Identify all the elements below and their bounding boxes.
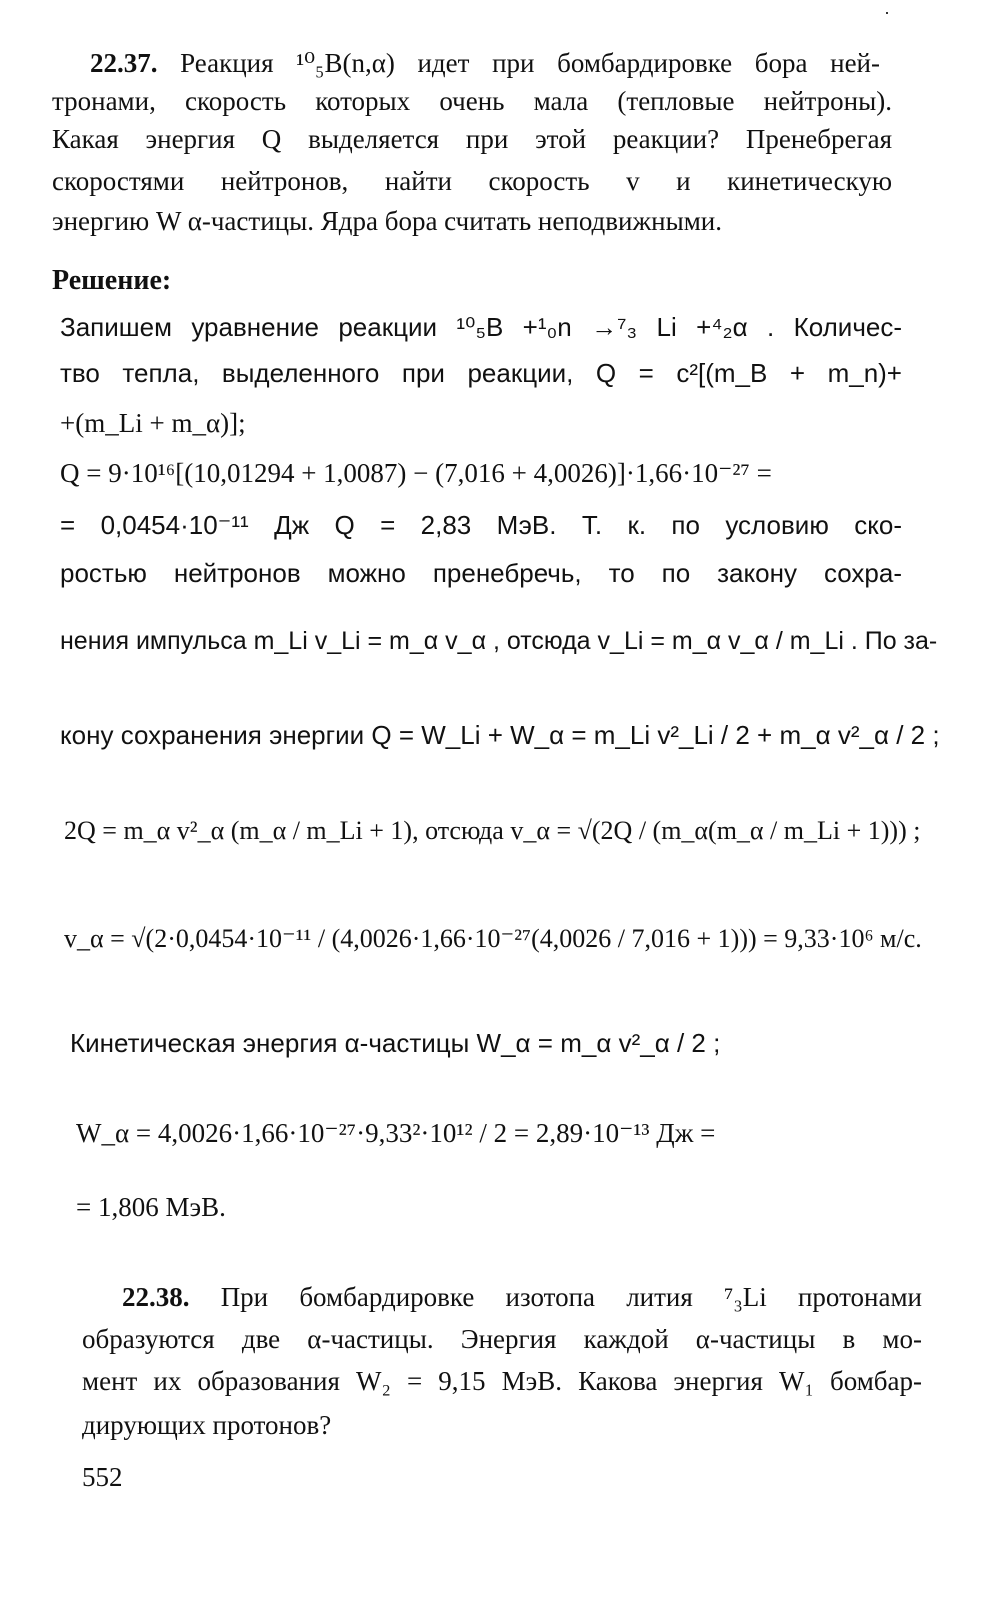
scan-speck (886, 12, 888, 14)
solution-kinetic-line: Кинетическая энергия α-частицы W_α = m_α v²_α / 2 ; (70, 1028, 721, 1058)
problem-22-38-line-1: 22.38. При бомбардировке изотопа лития ⁷₃Li протонами (122, 1282, 922, 1312)
problem-22-37-line-4: скоростями нейтронов, найти скорость v и кинетическую (52, 166, 892, 196)
solution-energy-line: кону сохранения энергии Q = W_Li + W_α = m_Li v²_Li / 2 + m_α v²_α / 2 ; (60, 720, 940, 750)
solution-line-6: ростью нейтронов можно пренебречь, то по закону сохра- (60, 558, 902, 588)
problem-22-37-line-3: Какая энергия Q выделяется при этой реакции? Пренебрегая (52, 124, 892, 154)
solution-equation-q: Q = 9·10¹⁶[(10,01294 + 1,0087) − (7,016 + 4,0026)]·1,66·10⁻²⁷ = (60, 458, 772, 488)
problem-22-38-line-3: мент их образования W₂ = 9,15 МэВ. Какова энергия W₁ бомбар- (82, 1366, 922, 1396)
problem-22-38-line-2: образуются две α-частицы. Энергия каждой α-частицы в мо- (82, 1324, 922, 1354)
problem-22-37-line-2: тронами, скорость которых очень мала (тепловые нейтроны). (52, 86, 892, 116)
problem-22-38-line-4: дирующих протонов? (82, 1410, 332, 1440)
solution-line-3: +(m_Li + m_α)]; (60, 408, 246, 438)
solution-velocity-formula: 2Q = m_α v²_α (m_α / m_Li + 1), отсюда v_α = √(2Q / (m_α(m_α / m_Li + 1))) ; (64, 816, 921, 845)
solution-velocity-value: v_α = √(2·0,0454·10⁻¹¹ / (4,0026·1,66·10⁻²⁷(4,0026 / 7,016 + 1))) = 9,33·10⁶ м/с. (64, 924, 922, 953)
solution-heading: Решение: (52, 265, 172, 296)
solution-kinetic-value: W_α = 4,0026·1,66·10⁻²⁷·9,33²·10¹² / 2 = 2,89·10⁻¹³ Дж = (76, 1118, 716, 1148)
solution-kinetic-mev: = 1,806 МэВ. (76, 1192, 226, 1222)
problem-22-37-line-5: энергию W α-частицы. Ядра бора считать неподвижными. (52, 206, 723, 236)
solution-line-5: = 0,0454·10⁻¹¹ Дж Q = 2,83 МэВ. Т. к. по условию ско- (60, 510, 902, 540)
problem-22-37-line-1: 22.37. Реакция ¹⁰₅B(n,α) идет при бомбардировке бора ней- (90, 48, 880, 78)
solution-line-1: Запишем уравнение реакции ¹⁰₅B +¹₀n →⁷₃ Li +⁴₂α . Количес- (60, 312, 902, 342)
page-number: 552 (82, 1462, 123, 1492)
solution-line-2: тво тепла, выделенного при реакции, Q = c²[(m_B + m_n)+ (60, 358, 902, 388)
solution-momentum-line: нения импульса m_Li v_Li = m_α v_α , отсюда v_Li = m_α v_α / m_Li . По за- (60, 627, 938, 655)
